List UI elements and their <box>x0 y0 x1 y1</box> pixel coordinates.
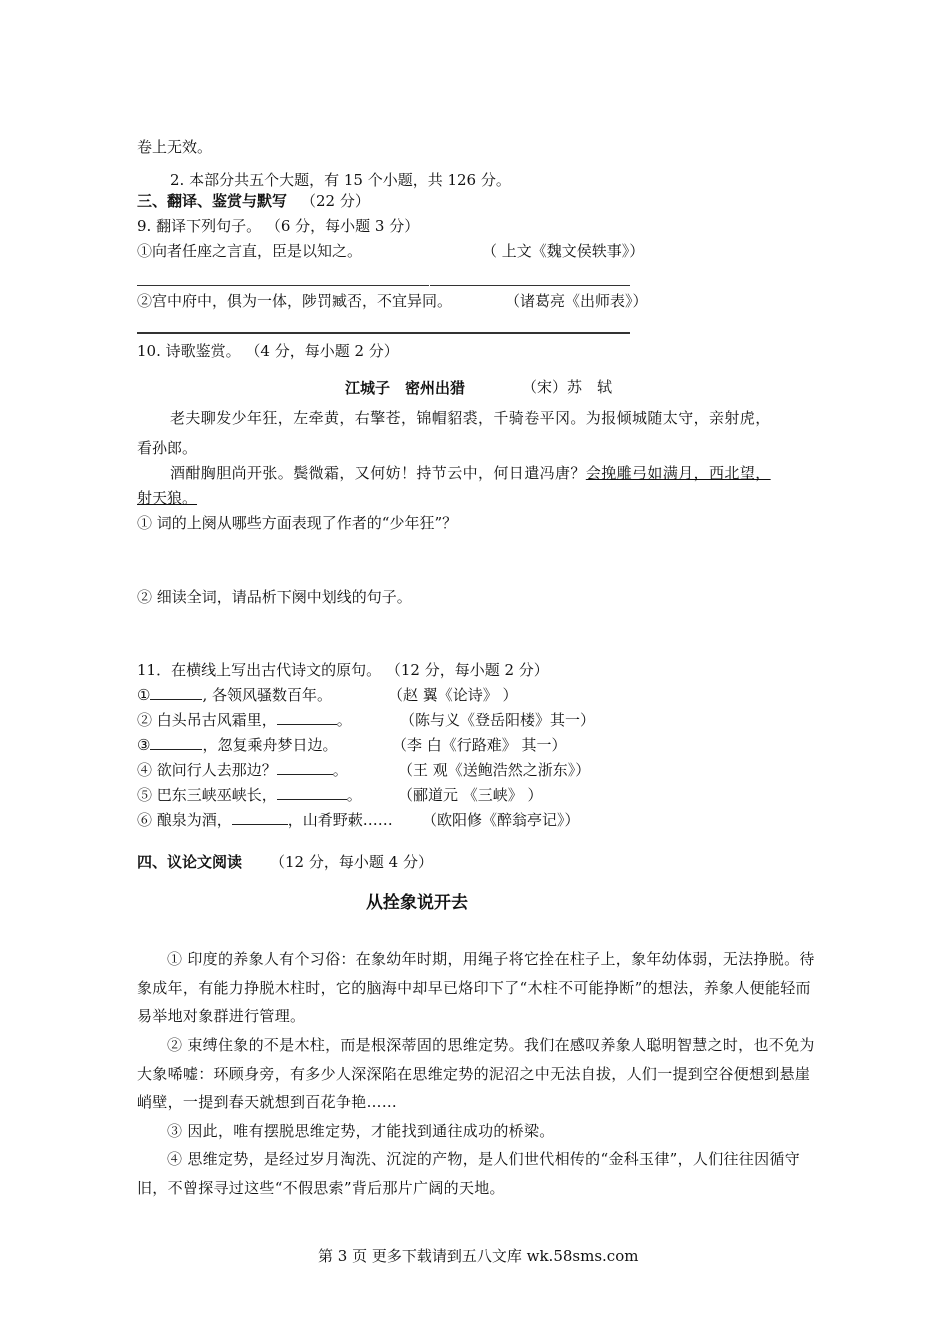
page-footer: 第 3 页 更多下载请到五八文库 wk.58sms.com <box>318 1247 639 1265</box>
fill-blank[interactable] <box>277 785 347 800</box>
q11-item-4 <box>137 760 348 780</box>
q11-item-post: 。 <box>346 786 362 804</box>
poem-line-2a <box>170 463 771 483</box>
q11-item-2 <box>137 710 352 730</box>
poem-line-1a: 老夫聊发少年狂，左牵黄，右擎苍，锦帽貂裘，千骑卷平冈。为报倾城随太守，亲射虎， <box>170 409 771 427</box>
fill-blank[interactable] <box>150 735 202 750</box>
answer-line <box>137 285 429 286</box>
q11-title: 11．在横线上写出古代诗文的原句。 （12 分，每小题 2 分） <box>137 661 549 679</box>
article-paragraph-4: ④ 思维定势，是经过岁月淘洗、沉淀的产物，是人们世代相传的“金科玉律”，人们往往因循守旧，不曾探寻过这些“不假思索”背后那片广阔的天地。 <box>137 1150 801 1197</box>
q9-sentence-1: ①向者任座之言直，臣是以知之。 <box>137 242 363 260</box>
q11-item-3-source: （李 白《行路难》 其一） <box>392 736 567 754</box>
section4-heading-line <box>137 852 433 872</box>
q11-item-5-source: （郦道元 《三峡》 ） <box>398 786 543 804</box>
q10-question-2: ② 细读全词，请品析下阕中划线的句子。 <box>137 588 412 606</box>
q11-item-3 <box>137 735 337 755</box>
article-paragraph-1: ① 印度的养象人有个习俗：在象幼年时期，用绳子将它拴在柱子上，象年幼体弱，无法挣脱。待象成年，有能力挣脱木柱时，它的脑海中却早已烙印下了“木柱不可能挣断”的想法，养象人便能轻而易举地对象群进行管理。 <box>137 950 815 1025</box>
fill-blank[interactable] <box>150 685 202 700</box>
q11-item-pre: ⑤ 巴东三峡巫峡长， <box>137 786 277 804</box>
poem-title: 江城子 密州出猎 <box>345 379 466 397</box>
q9-sentence-1-source: （ 上文《魏文侯轶事》） <box>482 242 645 260</box>
q11-item-4-source: （王 观《送鲍浩然之浙东》） <box>398 761 591 779</box>
poem-underlined-text: 会挽雕弓如满月，西北望， <box>585 464 771 482</box>
section4-score: （12 分，每小题 4 分） <box>270 853 433 871</box>
q10-title: 10. 诗歌鉴赏。 （4 分，每小题 2 分） <box>137 342 399 360</box>
q11-item-1 <box>137 685 332 705</box>
article-title: 从拴象说开去 <box>366 893 468 913</box>
section4-heading: 四、议论文阅读 <box>137 853 243 871</box>
fill-blank[interactable] <box>232 810 288 825</box>
section3-heading-line <box>137 191 370 211</box>
q11-item-pre: ③ <box>137 736 151 754</box>
q11-item-post: 。 <box>332 761 348 779</box>
q11-item-5 <box>137 785 362 805</box>
article-paragraph-2: ② 束缚住象的不是木柱，而是根深蒂固的思维定势。我们在感叹养象人聪明智慧之时，也不免为大象唏嘘：环顾身旁，有多少人深深陷在思维定势的泥沼之中无法自拔，人们一提到空谷便想到悬崖峭壁，一提到春天就想到百花争艳…… <box>137 1036 815 1111</box>
fill-blank[interactable] <box>277 760 333 775</box>
q11-item-6 <box>137 810 393 830</box>
q11-item-post: ，忽复乘舟梦日边。 <box>202 736 338 754</box>
poem-underlined-text-2: 射天狼。 <box>137 489 198 507</box>
q11-item-1-source: （赵 翼《论诗》 ） <box>388 686 518 704</box>
poem-line-2a-text: 酒酣胸胆尚开张。鬓微霜，又何妨！持节云中，何日遣冯唐？ <box>170 464 586 482</box>
q11-item-pre: ⑥ 酿泉为酒， <box>137 811 232 829</box>
q9-sentence-2-source: （诸葛亮《出师表》） <box>505 292 648 310</box>
q11-item-6-source: （欧阳修《醉翁亭记》） <box>422 811 580 829</box>
q11-item-pre: ④ 欲问行人去那边？ <box>137 761 277 779</box>
q9-sentence-2: ②宫中府中，俱为一体，陟罚臧否，不宜异同。 <box>137 292 453 310</box>
q11-item-pre: ② 白头吊古风霜里， <box>137 711 277 729</box>
q11-item-pre: ① <box>137 686 151 704</box>
article-paragraph-3: ③ 因此，唯有摆脱思维定势，才能找到通往成功的桥梁。 <box>167 1122 555 1140</box>
q11-item-post: 。 <box>336 711 352 729</box>
answer-line <box>430 285 630 286</box>
poem-line-1b: 看孙郎。 <box>137 439 198 457</box>
header-line-0: 卷上无效。 <box>137 138 213 156</box>
answer-line <box>137 332 630 334</box>
section3-heading: 三、翻译、鉴赏与默写 <box>137 192 288 210</box>
q9-title: 9. 翻译下列句子。 （6 分，每小题 3 分） <box>137 217 420 235</box>
section3-score: （22 分） <box>301 192 370 210</box>
poem-author: （宋）苏 轼 <box>522 378 613 396</box>
q11-item-2-source: （陈与义《登岳阳楼》其一） <box>400 711 596 729</box>
q11-item-post: , 各领风骚数百年。 <box>202 686 332 704</box>
fill-blank[interactable] <box>277 710 337 725</box>
q10-question-1: ① 词的上阕从哪些方面表现了作者的“少年狂”？ <box>137 514 458 532</box>
q11-item-post: ，山肴野蔌…… <box>287 811 393 829</box>
header-line-1: 2. 本部分共五个大题，有 15 个小题，共 126 分。 <box>170 171 511 189</box>
